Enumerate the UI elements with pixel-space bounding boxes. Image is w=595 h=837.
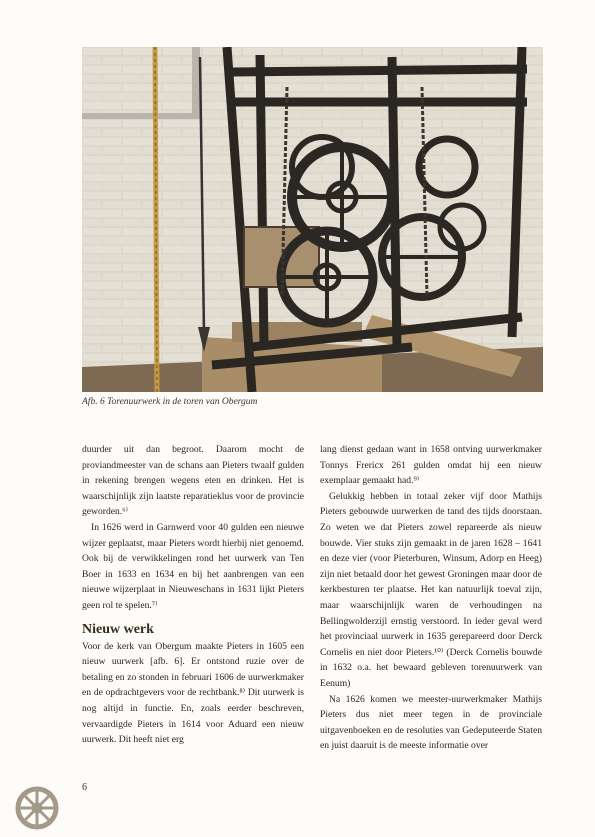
paragraph: Na 1626 komen we meester-uurwerkmaker Mathijs Pieters dus niet meer tegen in de provinciale uitgavenboeken en de resoluties van Gedeputeerde Staten en juist daaruit is de meeste informatie over bbox=[320, 693, 542, 752]
figure-caption: Afb. 6 Torenuurwerk in de toren van Obergum bbox=[82, 397, 258, 407]
paragraph: Voor de kerk van Obergum maakte Pieters in 1605 een nieuw uurwerk [afb. 6]. Er ontstond ruzie over de betaling en zo stonden in februari 1606 de uurwerkmaker en de opdrachtgevers voor de rechtbank.⁸⁾ Dit uurwerk is nog altijd in functie. En, zoals eerder beschreven, vervaardigde Pieters in 1614 voor Aduard een nieuw uurwerk. Dit heeft niet erg bbox=[82, 640, 304, 746]
page-number: 6 bbox=[82, 782, 87, 793]
section-heading: Nieuw werk bbox=[82, 621, 154, 637]
paragraph: Gelukkig hebben in totaal zeker vijf door Mathijs Pieters gebouwde uurwerken de tand des tijds doorstaan. Zo weten we dat Pieters zowel repareerde als nieuw bouwde. Vier stuks zijn gemaakt in de jaren 1628 – 1641 en deze vier (voor Pieterburen, Winsum, Adorp en Heeg) zijn niet betaald door het gewest Groningen maar door de kerkbesturen ter plaatse. Het kan natuurlijk toeval zijn, maar waarschijnlijk waren de verhoudingen na Bellingwolderzijl ernstig verstoord. In ieder geval werd het provinciaal uurwerk in 1635 gerepareerd door Derck Cornelis en niet door Pieters.¹⁰⁾ (Derck Cornelis bouwde in 1632 o.a. het bewaard gebleven torenuurwerk van Eenum) bbox=[320, 490, 542, 689]
right-text-column bbox=[320, 442, 542, 754]
tower-clock-illustration bbox=[82, 47, 543, 392]
paragraph: In 1626 werd in Garnwerd voor 40 gulden een nieuwe wijzer geplaatst, maar Pieters wordt hierbij niet genoemd. Ook bij de verwikkelingen rond het uurwerk van Ten Boer in 1633 en 1634 en bij het aanbrengen van een nieuwe wijzerplaat in Nieuweschans in 1631 lijkt Pieters geen rol te spelen.⁷⁾ bbox=[82, 521, 304, 611]
paragraph: duurder uit dan begroot. Daarom mocht de proviandmeester van de schans aan Pieters twaalf gulden in rekening brengen wegens eten en drinken. Het is waarschijnlijk zijn laatste reparatieklus voor de provincie geworden.⁶⁾ bbox=[82, 444, 304, 518]
paragraph: lang dienst gedaan want in 1658 ontving uurwerkmaker Tonnys Frericx 261 gulden omdat hij een nieuw exemplaar gemaakt had.⁹⁾ bbox=[320, 444, 542, 487]
cog-wheel-icon bbox=[12, 783, 62, 833]
tower-clock-photo bbox=[82, 47, 543, 392]
left-text-column bbox=[82, 442, 304, 748]
